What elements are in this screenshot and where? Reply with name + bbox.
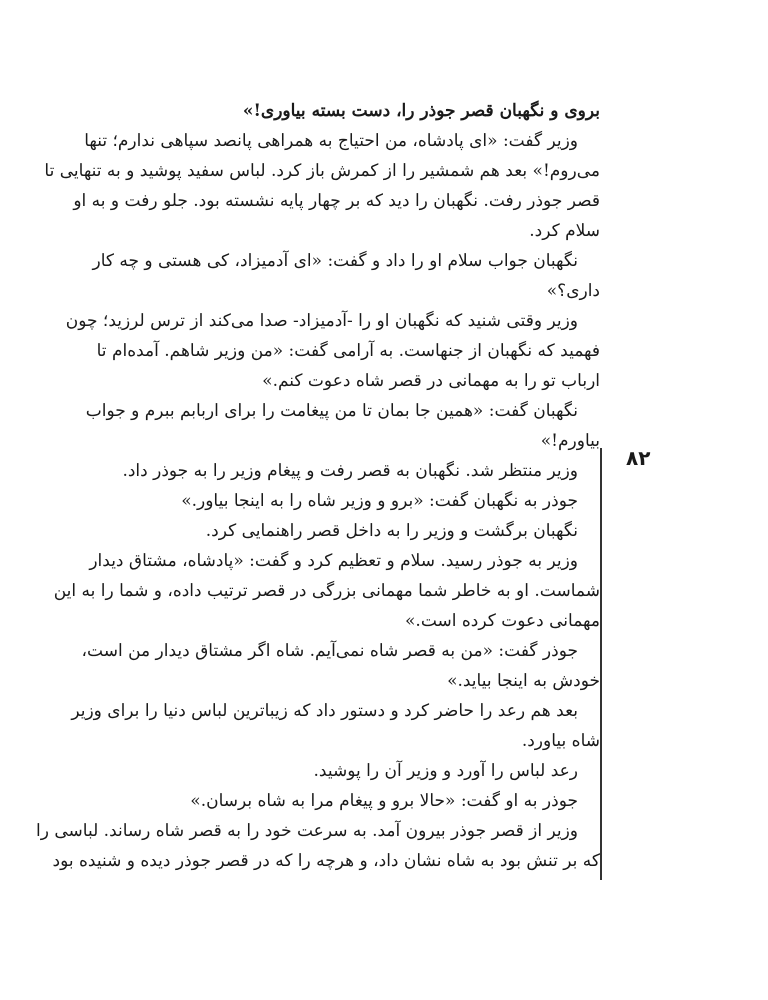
text-line: شاه بیاورد. [521, 731, 600, 751]
margin-rule [600, 448, 602, 880]
text-line: بعد هم رعد را حاضر کرد و دستور داد که زیباترین لباس دنیا را برای وزیر [71, 701, 578, 721]
text-line: نگهبان گفت: «همین جا بمان تا من پیغامت را برای اربابم ببرم و جواب [85, 401, 578, 421]
text-line: رعد لباس را آورد و وزیر آن را پوشید. [313, 761, 578, 781]
text-line: وزیر گفت: «ای پادشاه، من احتیاج به همراهی پانصد سپاهی ندارم؛ تنها [84, 131, 578, 151]
text-line: داری؟» [546, 281, 600, 301]
text-line: فهمید که نگهبان از جنهاست. به آرامی گفت: «من وزیر شاهم. آمده‌ام تا [96, 341, 600, 361]
text-line: قصر جوذر رفت. نگهبان را دید که بر چهار پایه نشسته بود. جلو رفت و به او [73, 191, 600, 211]
text-line: سلام کرد. [529, 221, 600, 241]
text-line: بیاورم!» [540, 431, 600, 451]
text-line: مهمانی دعوت کرده است.» [405, 611, 600, 631]
text-line: ارباب تو را به مهمانی در قصر شاه دعوت کنم.» [262, 371, 600, 391]
text-line: وزیر وقتی شنید که نگهبان او را -آدمیزاد- صدا می‌کند از ترس لرزید؛ چون [65, 311, 578, 331]
body-text [36, 96, 600, 876]
text-line: که بر تنش بود به شاه نشان داد، و هرچه را که در قصر جوذر دیده و شنیده بود [52, 851, 600, 871]
text-line: جوذر به نگهبان گفت: «برو و وزیر شاه را به اینجا بیاور.» [181, 491, 578, 511]
text-line: خودش به اینجا بیاید.» [447, 671, 600, 691]
text-line: وزیر منتظر شد. نگهبان به قصر رفت و پیغام وزیر را به جوذر داد. [122, 461, 578, 481]
text-line: جوذر گفت: «من به قصر شاه نمی‌آیم. شاه اگر مشتاق دیدار من است، [81, 641, 578, 661]
text-line: شماست. او به خاطر شما مهمانی بزرگی در قصر ترتیب داده، و شما را به این [53, 581, 600, 601]
text-line: نگهبان برگشت و وزیر را به داخل قصر راهنمایی کرد. [205, 521, 578, 541]
text-line: وزیر از قصر جوذر بیرون آمد. به سرعت خود را به قصر شاه رساند. لباسی را [36, 821, 578, 841]
text-line: می‌روم!» بعد هم شمشیر را از کمرش باز کرد. لباس سفید پوشید و به تنهایی تا [44, 161, 600, 181]
text-line: بروی و نگهبان قصر جوذر را، دست بسته بیاوری!» [242, 101, 600, 121]
text-line: جوذر به او گفت: «حالا برو و پیغام مرا به شاه برسان.» [190, 791, 578, 811]
text-line: وزیر به جوذر رسید. سلام و تعظیم کرد و گفت: «پادشاه، مشتاق دیدار [89, 551, 578, 571]
page-number: ۸۲ [626, 446, 651, 470]
text-line: نگهبان جواب سلام او را داد و گفت: «ای آدمیزاد، کی هستی و چه کار [92, 251, 578, 271]
